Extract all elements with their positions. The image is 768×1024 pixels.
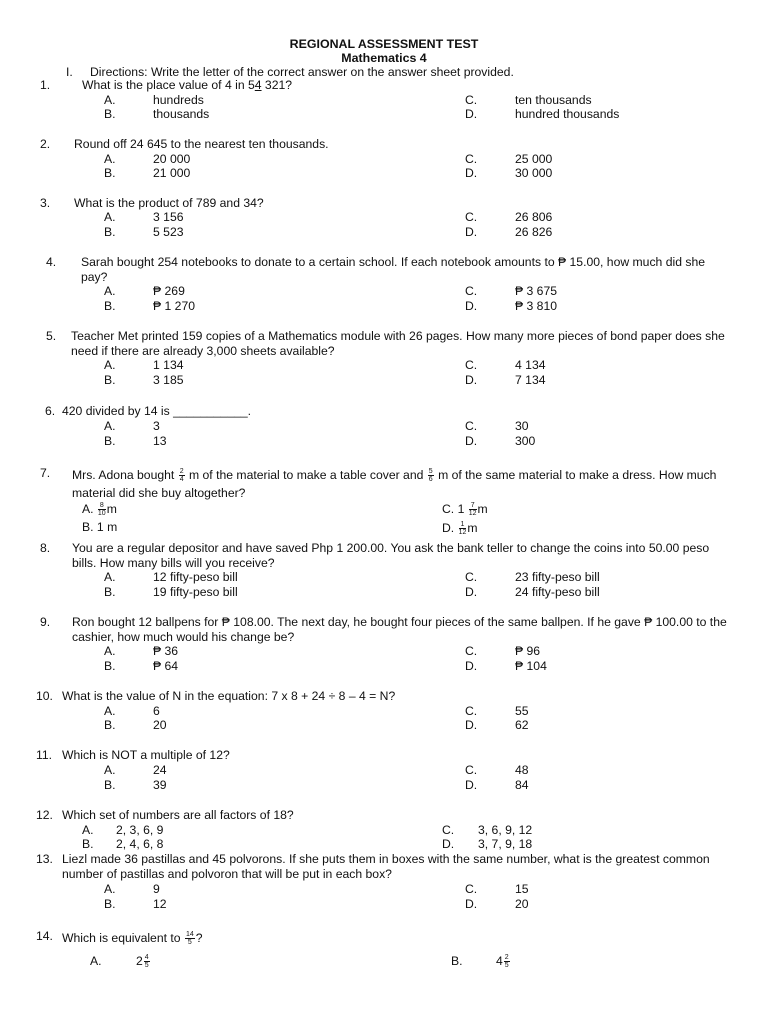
question-stem: Ron bought 12 ballpens for ₱ 108.00. The next day, he bought four pieces of the same ballpen. If he gave ₱ 100.00 to the cashier, how much would his change be?: [72, 615, 727, 644]
option-a[interactable]: A.: [104, 570, 116, 584]
option-d-text: 30 000: [515, 166, 553, 180]
option-d[interactable]: D.: [465, 107, 478, 121]
option-a-text: 9: [153, 882, 160, 896]
option-d-text: ₱ 104: [515, 659, 547, 673]
option-d[interactable]: D.: [465, 299, 478, 313]
option-a-text: hundreds: [153, 93, 204, 107]
option-b[interactable]: B.: [104, 225, 116, 239]
question-number: 1.: [40, 78, 51, 92]
option-c[interactable]: C.: [465, 152, 478, 166]
option-b-text: 21 000: [153, 166, 191, 180]
option-a[interactable]: A.: [104, 419, 116, 433]
option-a[interactable]: A.: [82, 823, 94, 837]
option-c-text: 4 134: [515, 358, 546, 372]
option-b-text: thousands: [153, 107, 210, 121]
option-b[interactable]: B.: [104, 166, 116, 180]
option-d[interactable]: D.: [465, 373, 478, 387]
option-a[interactable]: A.: [104, 152, 116, 166]
option-a-text: 2, 3, 6, 9: [116, 823, 164, 837]
option-c-text: 3, 6, 9, 12: [478, 823, 533, 837]
fraction: $\frac{5}{6}$: [428, 468, 433, 484]
option-a-text: ₱ 269: [153, 284, 185, 298]
option-c-text: 25 000: [515, 152, 553, 166]
page-title: REGIONAL ASSESSMENT TEST: [289, 37, 479, 51]
option-d[interactable]: D.: [465, 585, 478, 599]
option-c[interactable]: C.: [442, 823, 455, 837]
option-d-text: 7 134: [515, 373, 546, 387]
option-a-text: ₱ 36: [153, 644, 179, 658]
option-b[interactable]: B.: [104, 718, 116, 732]
option-c[interactable]: C.: [465, 210, 478, 224]
option-b-text: 19 fifty-peso bill: [153, 585, 238, 599]
question-stem: Round off 24 645 to the nearest ten thousands.: [74, 137, 329, 151]
option-d[interactable]: D.: [465, 897, 478, 911]
option-a[interactable]: A. $\frac{8}{10}$ m: [82, 502, 117, 518]
question-number: 10.: [36, 689, 53, 703]
option-c-text: ₱ 3 675: [515, 284, 558, 298]
question-number: 12.: [36, 808, 53, 822]
option-c-text: ten thousands: [515, 93, 592, 107]
option-b[interactable]: B.: [104, 434, 116, 448]
option-b[interactable]: B.: [104, 585, 116, 599]
option-d-text: 24 fifty-peso bill: [515, 585, 600, 599]
option-a[interactable]: A.: [104, 644, 116, 658]
section-number: I.: [66, 65, 73, 79]
option-d[interactable]: D.: [465, 434, 478, 448]
question-stem: Which set of numbers are all factors of 18?: [62, 808, 294, 822]
option-a[interactable]: A.: [104, 704, 116, 718]
fraction: $\frac{2}{4}$: [179, 468, 184, 484]
option-a[interactable]: A.: [104, 763, 116, 777]
option-c-text: 48: [515, 763, 529, 777]
option-a[interactable]: A.: [104, 210, 116, 224]
option-c-text: 15: [515, 882, 529, 896]
question-stem: Teacher Met printed 159 copies of a Mathematics module with 26 pages. How many more pieces of bond paper does she need if there are already 3,000 sheets available?: [71, 329, 725, 358]
option-c[interactable]: C.: [465, 644, 478, 658]
question-number: 7.: [40, 466, 51, 480]
option-c-text: 26 806: [515, 210, 553, 224]
question-stem: Sarah bought 254 notebooks to donate to a certain school. If each notebook amounts to ₱ 15.00, how much did she pay?: [81, 255, 706, 284]
option-d[interactable]: D.: [465, 718, 478, 732]
option-d-text: 3, 7, 9, 18: [478, 837, 533, 851]
question-number: 9.: [40, 615, 51, 629]
question-stem: Mrs. Adona bought $\frac{2}{4}$ m of the material to make a table cover and $\frac{5}{6}$ m of the same material to make a dress. How much material did she buy altogether?: [72, 468, 717, 500]
directions: [66, 65, 514, 79]
option-a-text: 20 000: [153, 152, 191, 166]
question-stem: What is the product of 789 and 34?: [74, 196, 264, 210]
option-a[interactable]: A.: [90, 954, 102, 968]
option-d[interactable]: D.: [465, 778, 478, 792]
question-number: 14.: [36, 929, 53, 943]
option-d[interactable]: D.: [465, 166, 478, 180]
option-c-text: ₱ 96: [515, 644, 541, 658]
fraction: $\frac{14}{5}$: [185, 931, 194, 947]
option-d-text: hundred thousands: [515, 107, 620, 121]
option-d-text: 20: [515, 897, 529, 911]
option-b-text: 5 523: [153, 225, 184, 239]
option-b[interactable]: B.: [104, 299, 116, 313]
option-a[interactable]: A.: [104, 882, 116, 896]
option-a-text: 24: [153, 763, 167, 777]
option-a-text: 3: [153, 419, 160, 433]
option-d-text: ₱ 3 810: [515, 299, 558, 313]
option-d[interactable]: D.: [465, 225, 478, 239]
option-d-text: 62: [515, 718, 529, 732]
question-stem: Liezl made 36 pastillas and 45 polvorons. If she puts them in boxes with the same number, what is the greatest common number of pastillas and polvoron that will be put in each box?: [62, 852, 710, 881]
question-number: 8.: [40, 541, 51, 555]
option-c-text: 30: [515, 419, 529, 433]
option-b[interactable]: B.: [104, 659, 116, 673]
option-c[interactable]: C.: [465, 93, 478, 107]
option-c[interactable]: C.: [465, 570, 478, 584]
question-number: 6.: [45, 404, 56, 418]
option-c[interactable]: C.: [465, 419, 478, 433]
question-stem: What is the value of N in the equation: 7 x 8 + 24 ÷ 8 – 4 = N?: [62, 689, 396, 703]
option-a-text: 3 156: [153, 210, 184, 224]
directions-text: Directions: Write the letter of the correct answer on the answer sheet provided.: [90, 65, 514, 79]
question-number: 11.: [36, 748, 53, 762]
option-a[interactable]: A.: [104, 358, 116, 372]
question-stem: What is the place value of 4 in 54 321?: [82, 78, 293, 92]
question-number: 3.: [40, 196, 51, 210]
option-b-text: 3 185: [153, 373, 184, 387]
option-c[interactable]: C.: [465, 763, 478, 777]
option-b-text: 20: [153, 718, 167, 732]
option-d-text: 84: [515, 778, 529, 792]
question-stem: Which is NOT a multiple of 12?: [62, 748, 230, 762]
option-b[interactable]: B.: [104, 373, 116, 387]
question-number: 2.: [40, 137, 51, 151]
option-a-text: 2 $\frac{4}{5}$: [136, 954, 149, 970]
option-b-text: ₱ 1 270: [153, 299, 196, 313]
option-d-text: 26 826: [515, 225, 553, 239]
option-b[interactable]: B.: [82, 837, 94, 851]
option-c[interactable]: C.: [465, 358, 478, 372]
option-b-text: ₱ 64: [153, 659, 179, 673]
question-stem: 420 divided by 14 is ___________.: [62, 404, 252, 418]
question-stem: Which is equivalent to $\frac{14}{5}$ ?: [62, 931, 203, 947]
option-a-text: 1 134: [153, 358, 184, 372]
question-stem: You are a regular depositor and have saved Php 1 200.00. You ask the bank teller to change the coins into 50.00 peso bills. How many bills will you receive?: [72, 541, 710, 570]
question-number: 13.: [36, 852, 53, 866]
option-c[interactable]: C.: [465, 284, 478, 298]
option-c-text: 23 fifty-peso bill: [515, 570, 600, 584]
option-b[interactable]: B.: [104, 107, 116, 121]
option-d[interactable]: D.: [465, 659, 478, 673]
option-b[interactable]: B. 1 m: [82, 520, 118, 534]
option-b-text: 2, 4, 6, 8: [116, 837, 164, 851]
option-b-text: 39: [153, 778, 167, 792]
question-number: 4.: [46, 255, 57, 269]
option-d-text: 300: [515, 434, 536, 448]
option-d[interactable]: D. $\frac{1}{12}$ m: [442, 521, 478, 537]
question-number: 5.: [46, 329, 57, 343]
option-c[interactable]: C. 1 $\frac{7}{12}$ m: [442, 502, 488, 518]
option-b[interactable]: B.: [104, 897, 116, 911]
page-subtitle: Mathematics 4: [341, 51, 427, 65]
option-b[interactable]: B.: [451, 954, 463, 968]
option-a[interactable]: A.: [104, 93, 116, 107]
option-b-text: 13: [153, 434, 167, 448]
option-a-text: 6: [153, 704, 160, 718]
option-b-text: 12: [153, 897, 167, 911]
option-c[interactable]: C.: [465, 882, 478, 896]
option-d[interactable]: D.: [442, 837, 455, 851]
option-a[interactable]: A.: [104, 284, 116, 298]
option-a-text: 12 fifty-peso bill: [153, 570, 238, 584]
option-c-text: 55: [515, 704, 529, 718]
option-c[interactable]: C.: [465, 704, 478, 718]
option-b[interactable]: B.: [104, 778, 116, 792]
option-b-text: 4 $\frac{2}{5}$: [496, 954, 509, 970]
